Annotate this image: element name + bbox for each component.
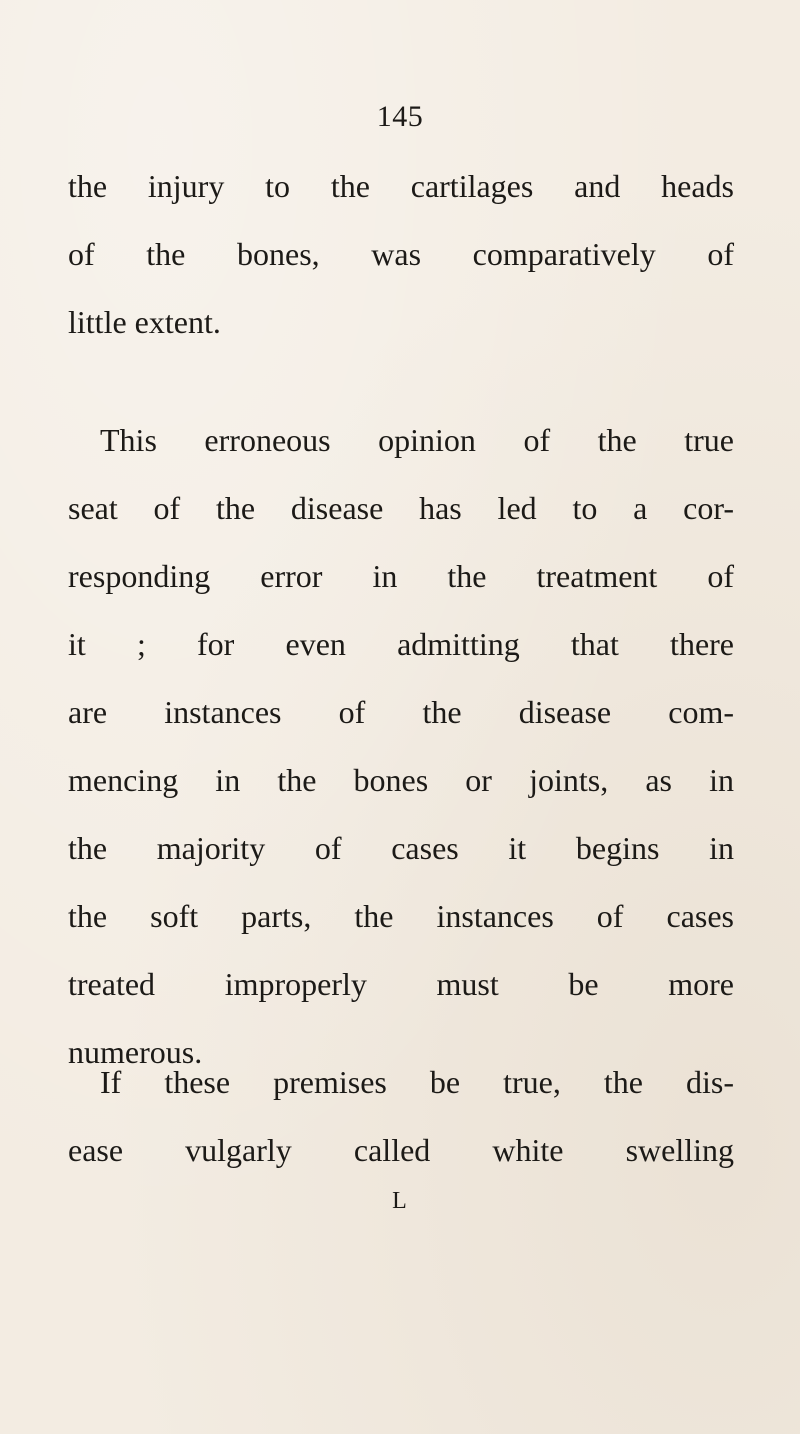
text-line: the soft parts, the instances of cases bbox=[68, 898, 734, 934]
text-line: mencing in the bones or joints, as in bbox=[68, 762, 734, 798]
text-line: little extent. bbox=[68, 304, 221, 340]
text-line: are instances of the disease com- bbox=[68, 694, 734, 730]
paragraph-3 bbox=[68, 1048, 734, 1184]
paragraph-1 bbox=[68, 152, 734, 356]
text-line: treated improperly must be more bbox=[68, 966, 734, 1002]
text-line: If these premises be true, the dis- bbox=[100, 1064, 734, 1100]
text-line: responding error in the treatment of bbox=[68, 558, 734, 594]
text-line: it ; for even admitting that there bbox=[68, 626, 734, 662]
text-line: numerous. bbox=[68, 1034, 203, 1070]
page-number: 145 bbox=[376, 100, 424, 133]
paragraph-2 bbox=[68, 406, 734, 1086]
text-line: ease vulgarly called white swelling bbox=[68, 1132, 734, 1168]
text-line: of the bones, was comparatively of bbox=[68, 236, 734, 272]
text-line: the majority of cases it begins in bbox=[68, 830, 734, 866]
text-line: This erroneous opinion of the true bbox=[100, 422, 734, 458]
signature-mark: L bbox=[392, 1188, 408, 1214]
text-line: the injury to the cartilages and heads bbox=[68, 168, 734, 204]
text-line: seat of the disease has led to a cor- bbox=[68, 490, 734, 526]
